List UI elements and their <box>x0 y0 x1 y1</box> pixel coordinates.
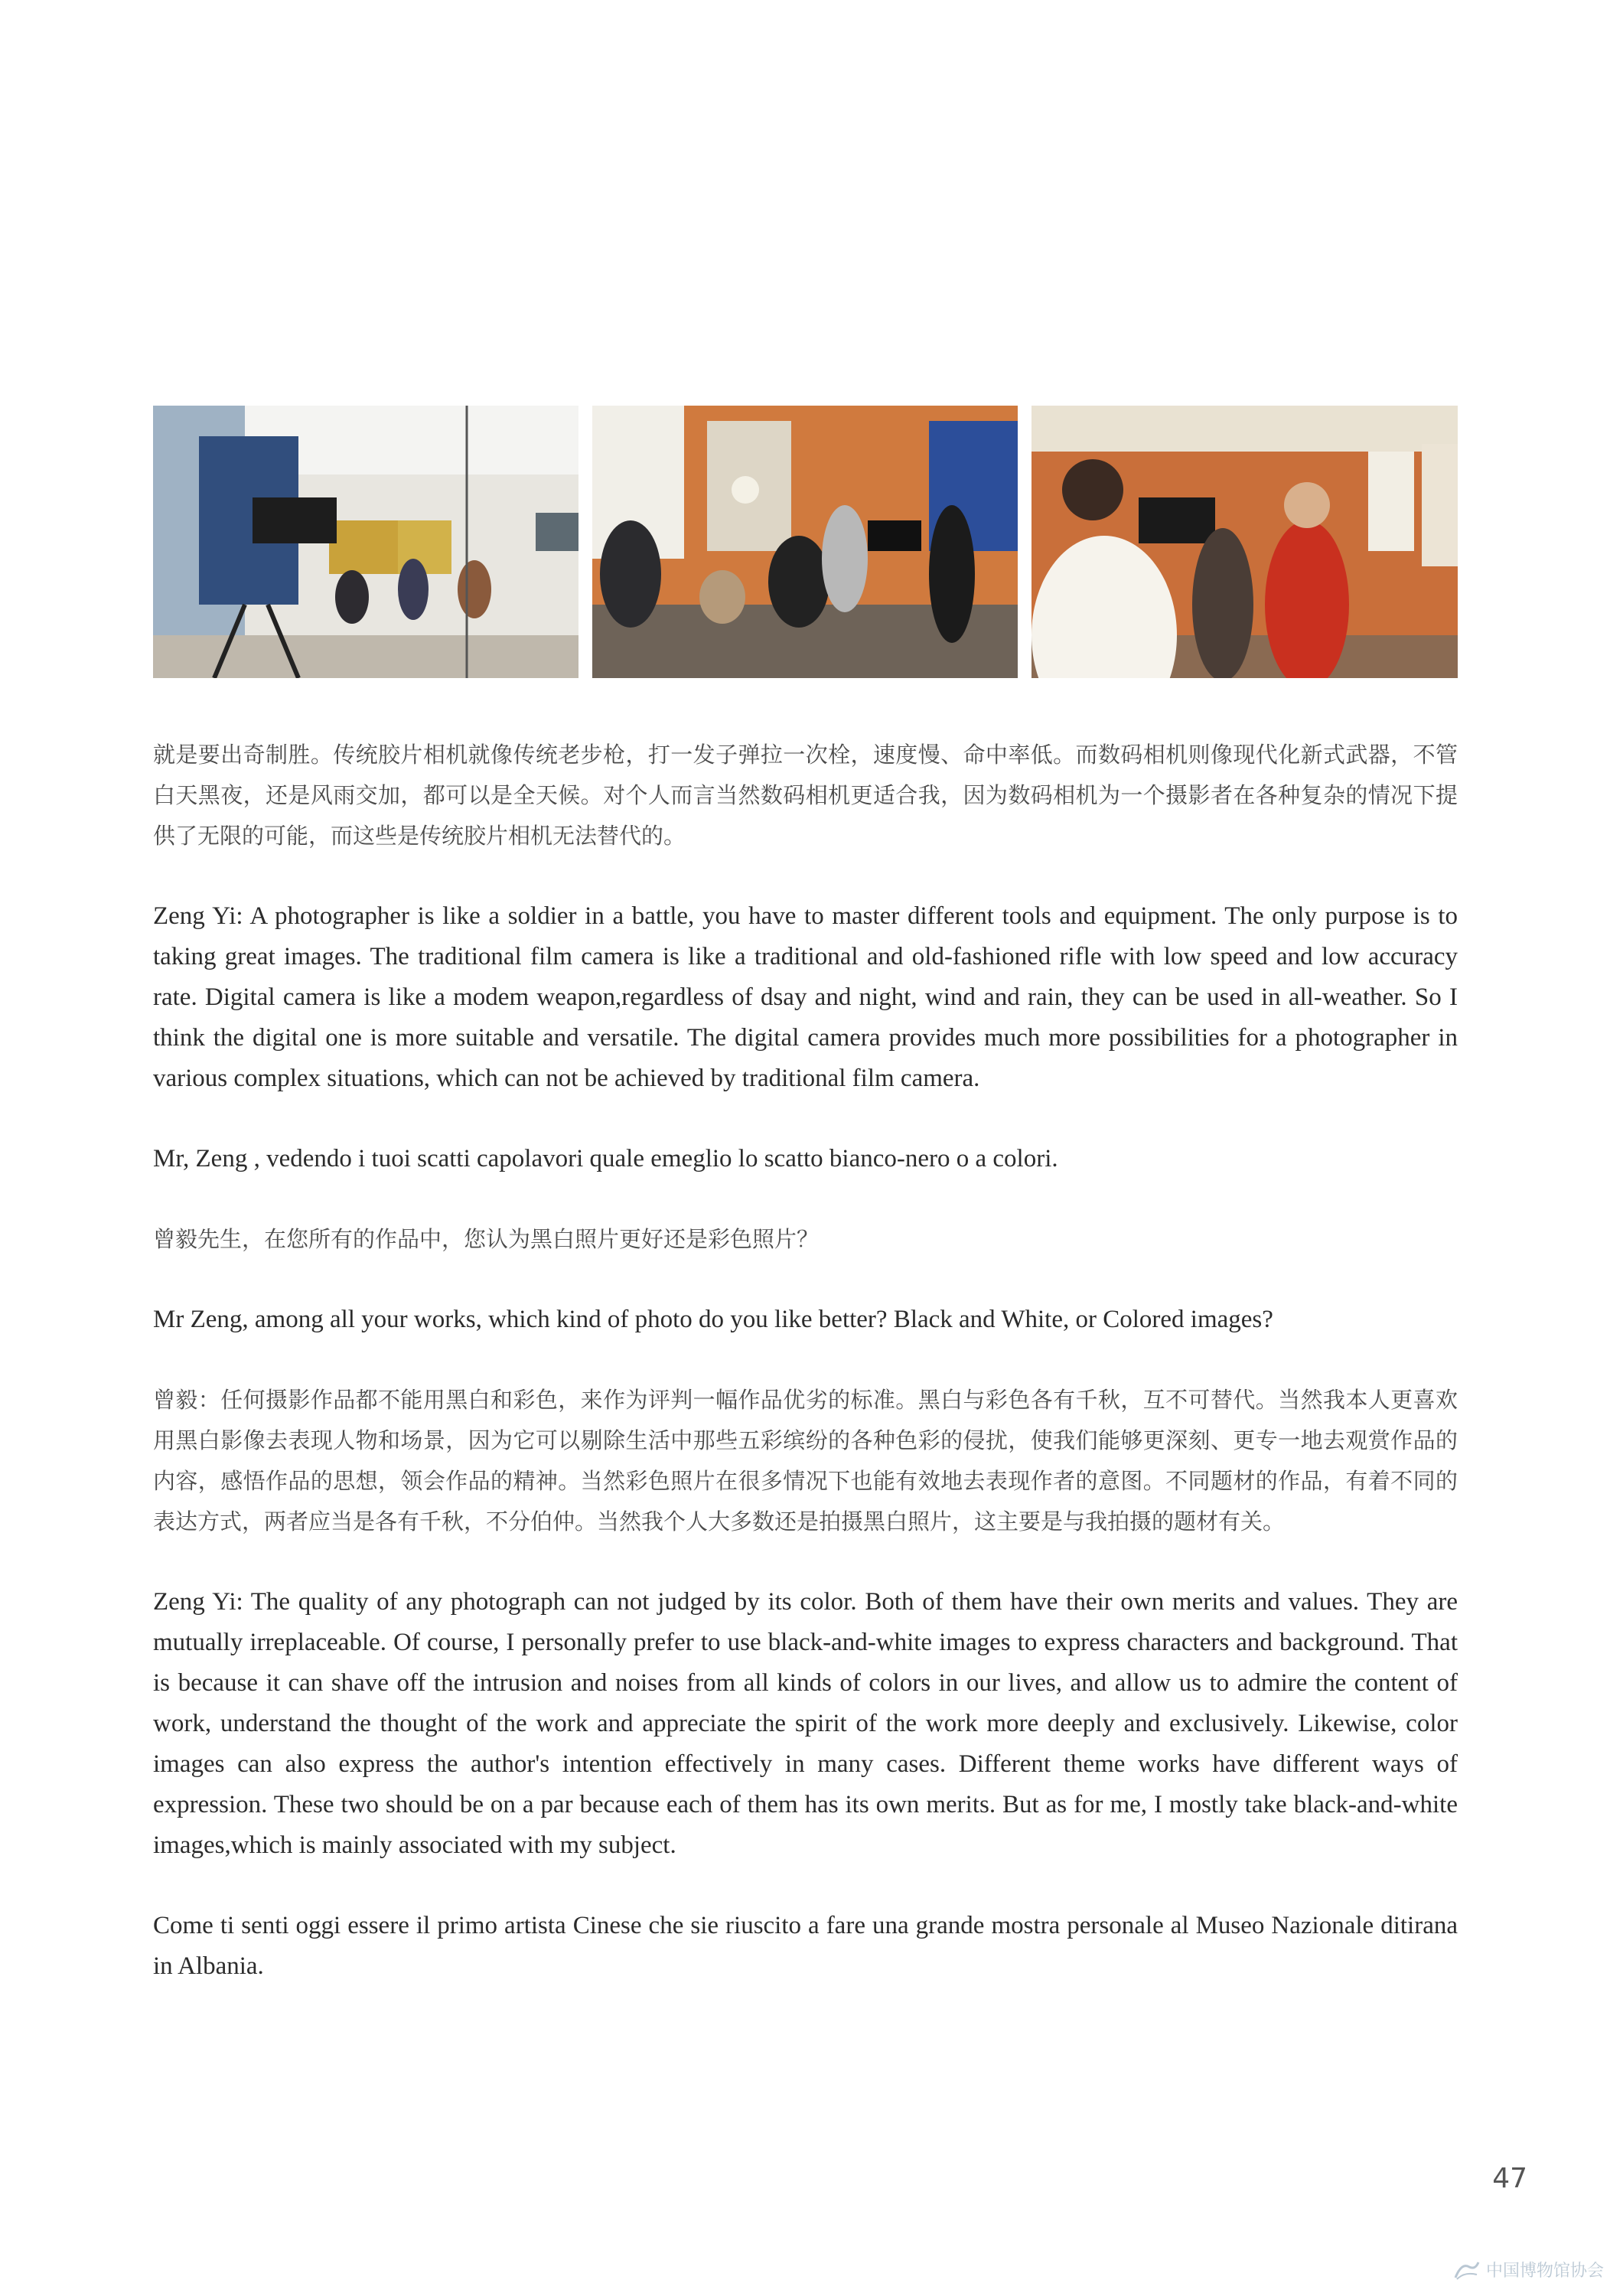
question-zh: 曾毅先生，在您所有的作品中，您认为黑白照片更好还是彩色照片？ <box>153 1226 820 1252</box>
watermark-text: 中国博物馆协会 <box>1485 2262 1604 2281</box>
question-en: Mr Zeng, among all your works, which kind of photo do you like better? Black and White, or Colored images? <box>153 1306 1273 1333</box>
photo-corridor-interview <box>1031 406 1458 678</box>
paragraph-zh: 就是要出奇制胜。传统胶片相机就像传统老步枪，打一发子弹拉一次栓，速度慢、命中率低。而数码相机则像现代化新式武器，不管白天黑夜，还是风雨交加，都可以是全天候。对个人而言当然数码相机更适合我，因为数码相机为一个摄影者在各种复杂的情况下提供了无限的可能，而这些是传统胶片相机无法替代的。 <box>153 742 1458 849</box>
answer-zh: 曾毅：任何摄影作品都不能用黑白和彩色，来作为评判一幅作品优劣的标准。黑白与彩色各有千秋，互不可替代。当然我本人更喜欢用黑白影像去表现人物和场景，因为它可以剔除生活中那些五彩缤纷的各种色彩的侵扰，使我们能够更深刻、更专一地去观赏作品的内容，感悟作品的思想，领会作品的精神。当然彩色照片在很多情况下也能有效地去表现作者的意图。不同题材的作品，有着不同的表达方式，两者应当是各有千秋，不分伯仲。当然我个人大多数还是拍摄黑白照片，这主要是与我拍摄的题材有关。 <box>153 1387 1458 1534</box>
paragraph-en: Zeng Yi: A photographer is like a soldier in a battle, you have to master different tools and equipment. The only purpose is to taking great images. The traditional film camera is like a traditional and old-fashioned rifle with low speed and low accuracy rate. Digital camera is like a modem weapon,regardless of dsay and night, wind and rain, they can be used in all-weather. So I think the digital one is more suitable and versatile. The digital camera provides much more possibilities for a photographer in various complex situations, which can not be achieved by traditional film camera. <box>153 902 1458 1092</box>
answer-en: Zeng Yi: The quality of any photograph can not judged by its color. Both of them have their own merits and values. They are mutually irreplaceable. Of course, I personally prefer to use black-and-white images to express characters and background. That is because it can shave off the intrusion and noises from all kinds of colors in our lives, and allow us to admire the content of work, understand the thought of the work and appreciate the spirit of the work more deeply and exclusively. Likewise, color images can also express the author's intention effectively in many cases. Different theme works have different ways of expression. These two should be on a par because each of them has its own merits. But as for me, I mostly take black-and-white images,which is mainly associated with my subject. <box>153 1588 1458 1859</box>
page-number: 47 <box>1492 2163 1527 2194</box>
photo-film-crew <box>153 406 578 678</box>
question-it-2: Come ti senti oggi essere il primo artista Cinese che sie riuscito a fare una grande mostra personale al Museo Nazionale ditirana in Albania. <box>153 1912 1458 1980</box>
article-body <box>153 735 1458 1987</box>
photo-interview-room <box>592 406 1018 678</box>
museum-logo-icon <box>1454 2259 1480 2281</box>
question-it: Mr, Zeng , vedendo i tuoi scatti capolavori quale emeglio lo scatto bianco-nero o a colori. <box>153 1145 1058 1172</box>
photo-strip <box>153 406 1458 678</box>
watermark <box>1454 2258 1604 2281</box>
